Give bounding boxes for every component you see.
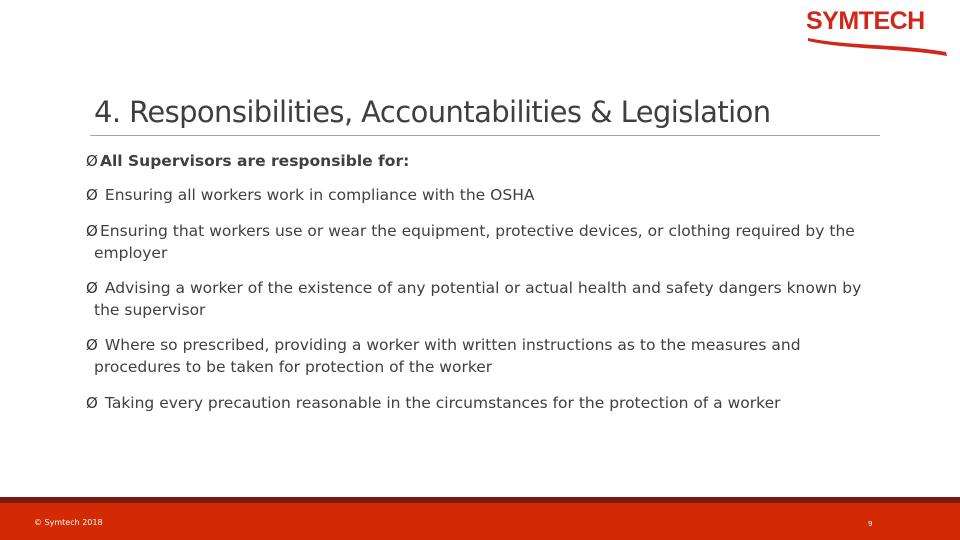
symtech-logo [806,6,952,62]
logo-wordmark: SYMTECH [806,7,925,35]
bullet-item [86,334,884,378]
bullet-text: Where so prescribed, providing a worker with written instructions as to the measures and procedures to be taken for protection of the worker [94,336,801,376]
bullet-text: Advising a worker of the existence of any potential or actual health and safety dangers known by the supervisor [94,279,862,319]
slide-title: 4. Responsibilities, Accountabilities & Legislation [94,95,771,129]
bullet-text: Ensuring all workers work in compliance with the OSHA [100,186,535,204]
bullet-item [86,277,884,321]
bullet-text: All Supervisors are responsible for: [100,152,410,170]
arrow-bullet-icon: Ø [86,279,98,297]
arrow-bullet-icon: Ø [86,152,98,170]
arrow-bullet-icon: Ø [86,336,98,354]
arrow-bullet-icon: Ø [86,394,98,412]
bullet-item [86,150,884,172]
footer-copyright: © Symtech 2018 [34,518,103,527]
bullet-text: Ensuring that workers use or wear the equipment, protective devices, or clothing required by the employer [94,222,855,262]
arrow-bullet-icon: Ø [86,222,98,240]
footer-bar [0,503,960,540]
arrow-bullet-icon: Ø [86,186,98,204]
bullet-item [86,184,884,206]
bullet-text: Taking every precaution reasonable in the circumstances for the protection of a worker [100,394,781,412]
bullet-item [86,220,884,264]
logo-swoosh-icon [806,32,952,62]
bullet-item [86,392,884,414]
page-number: 9 [868,520,873,528]
title-divider [90,135,880,136]
